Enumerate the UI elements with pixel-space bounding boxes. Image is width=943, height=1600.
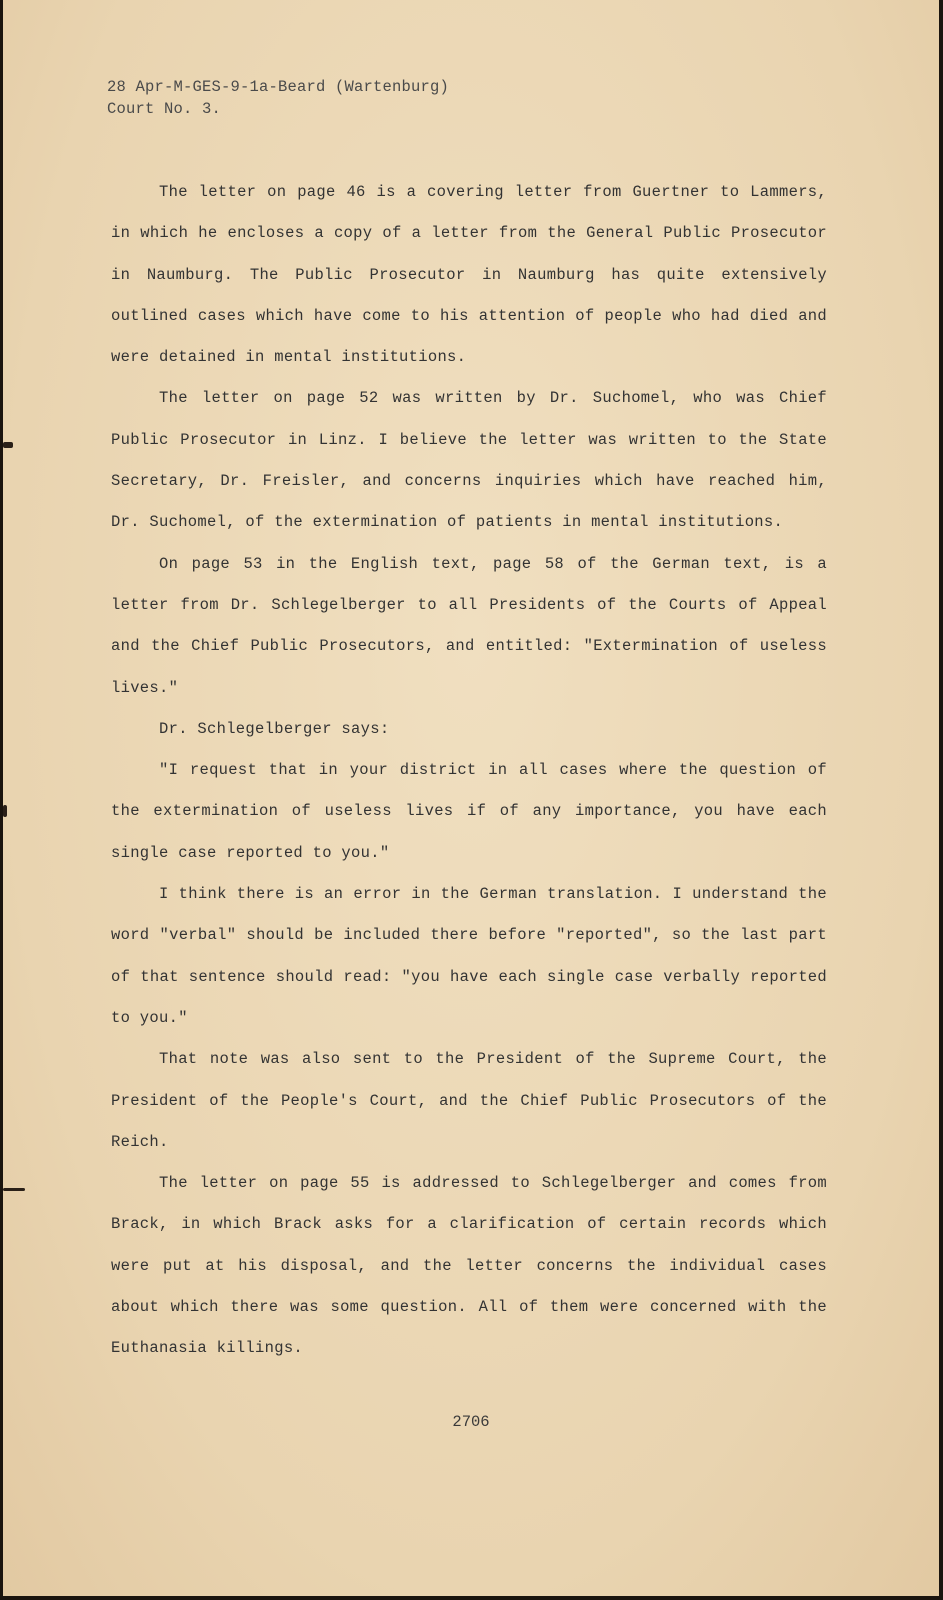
paragraph-2: The letter on page 52 was written by Dr. Suchomel, who was Chief Public Prosecutor in Linz. I believe the letter was written to the State Secretary, Dr. Freisler, and concerns inquiries which have reached him, Dr. Suchomel, of the extermination of patients in mental institutions. <box>111 389 827 532</box>
document-page <box>3 0 939 1596</box>
left-edge-mark <box>3 805 7 817</box>
paragraph-4: Dr. Schlegelberger says: <box>159 719 390 738</box>
paragraph-7: That note was also sent to the President of the Supreme Court, the President of the People's Court, and the Chief Public Prosecutors of the Reich. <box>111 1050 827 1151</box>
page-number: 2706 <box>452 1413 490 1431</box>
paragraph-6: I think there is an error in the German translation. I understand the word "verbal" should be included there before "reported", so the last part of that sentence should read: "you have each single case verbally reported to you." <box>111 885 827 1027</box>
paragraph-8: The letter on page 55 is addressed to Schlegelberger and comes from Brack, in which Brack asks for a clarification of certain records which were put at his disposal, and the letter concerns the individual cases about which there was some question. All of them were concerned with the Euthanasia killings. <box>111 1174 827 1358</box>
left-edge-mark <box>3 442 13 448</box>
paragraph-quote: "I request that in your district in all cases where the question of the extermination of useless lives if of any importance, you have each single case reported to you." <box>111 761 827 862</box>
document-body <box>111 172 827 1370</box>
document-header <box>107 76 449 120</box>
header-reference: 28 Apr-M-GES-9-1a-Beard (Wartenburg) <box>107 78 450 96</box>
header-court: Court No. 3. <box>107 100 222 118</box>
paragraph-3: On page 53 in the English text, page 58 of the German text, is a letter from Dr. Schlegelberger to all Presidents of the Courts of Appeal and the Chief Public Prosecutors, and entitled: "Extermination of useless lives." <box>111 554 827 697</box>
paragraph-1: The letter on page 46 is a covering letter from Guertner to Lammers, in which he encloses a copy of a letter from the General Public Prosecutor in Naumburg. The Public Prosecutor in Naumburg has quite extensively outlined cases which have come to his attention of people who had died and were detained in mental institutions. <box>111 183 827 367</box>
left-edge-mark <box>3 1188 25 1191</box>
